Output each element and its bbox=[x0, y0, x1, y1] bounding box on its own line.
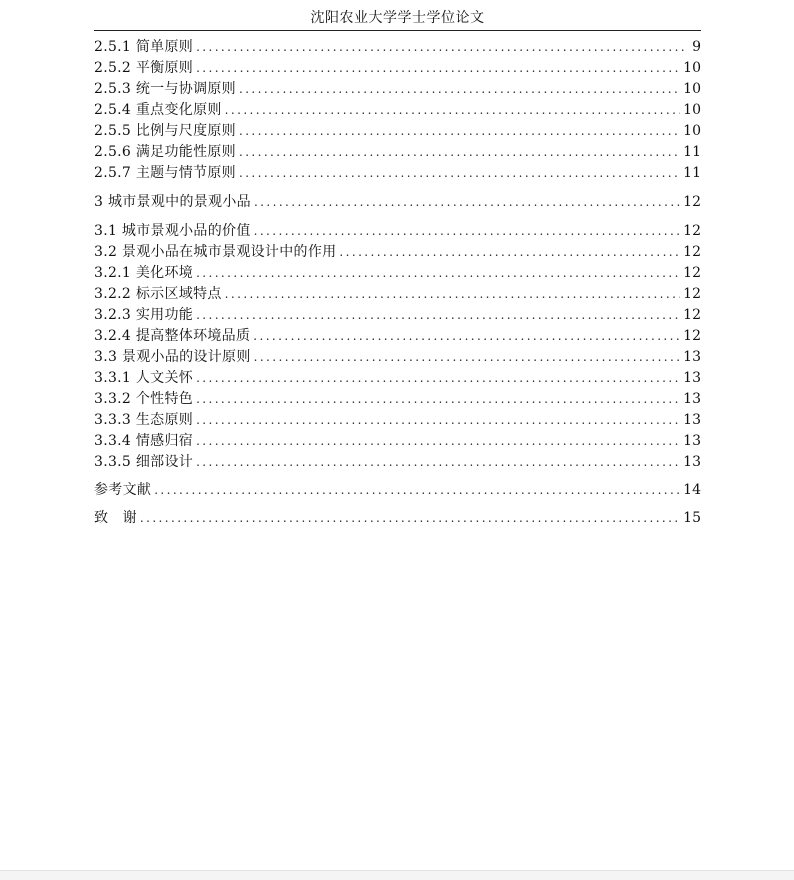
toc-entry-label: 2.5.3 统一与协调原则 bbox=[94, 81, 236, 97]
toc-entry-page: 10 bbox=[683, 81, 701, 97]
toc-entry-page: 10 bbox=[683, 123, 701, 139]
toc-entry-page: 12 bbox=[683, 265, 701, 281]
toc-entry[interactable] bbox=[94, 347, 701, 367]
toc-entry[interactable] bbox=[94, 326, 701, 346]
toc-entry-page: 14 bbox=[683, 482, 701, 498]
toc-entry-label: 2.5.5 比例与尺度原则 bbox=[94, 123, 236, 139]
toc-dot-leader bbox=[239, 79, 680, 99]
toc-entry-page: 12 bbox=[683, 194, 701, 210]
toc-entry[interactable] bbox=[94, 58, 701, 78]
page-header: 沈阳农业大学学士学位论文 bbox=[310, 10, 485, 26]
toc-dot-leader bbox=[196, 305, 680, 325]
toc-entry-label: 3 城市景观中的景观小品 bbox=[94, 194, 251, 210]
toc-entry-page: 13 bbox=[683, 433, 701, 449]
toc-entry[interactable] bbox=[94, 242, 701, 262]
toc-chapter-entry[interactable] bbox=[94, 192, 701, 212]
toc-entry-label: 3.2.3 实用功能 bbox=[94, 307, 194, 323]
toc-entry-references[interactable] bbox=[94, 480, 701, 500]
toc-entry-page: 11 bbox=[683, 165, 701, 181]
toc-entry-label: 3.3.1 人文关怀 bbox=[94, 370, 194, 386]
toc-dot-leader bbox=[239, 121, 680, 141]
toc-entry-label: 3.3.2 个性特色 bbox=[94, 391, 194, 407]
toc-entry-label: 3.2.1 美化环境 bbox=[94, 265, 194, 281]
toc-entry-label: 参考文献 bbox=[94, 482, 152, 498]
toc-entry-page: 10 bbox=[683, 102, 701, 118]
toc-entry[interactable] bbox=[94, 37, 701, 57]
toc-entry-label: 3.3.4 情感归宿 bbox=[94, 433, 194, 449]
toc-dot-leader bbox=[254, 347, 681, 367]
toc-dot-leader bbox=[254, 221, 681, 241]
toc-entry-page: 11 bbox=[683, 144, 701, 160]
toc-entry[interactable] bbox=[94, 410, 701, 430]
toc-entry[interactable] bbox=[94, 221, 701, 241]
header-divider bbox=[94, 30, 701, 31]
toc-entry-page: 12 bbox=[683, 286, 701, 302]
toc-entry-page: 13 bbox=[683, 370, 701, 386]
toc-entry-page: 10 bbox=[683, 60, 701, 76]
toc-entry[interactable] bbox=[94, 121, 701, 141]
toc-entry-label: 3.1 城市景观小品的价值 bbox=[94, 223, 251, 239]
toc-entry-page: 13 bbox=[683, 391, 701, 407]
toc-dot-leader bbox=[196, 389, 680, 409]
toc-entry-label: 3.2 景观小品在城市景观设计中的作用 bbox=[94, 244, 337, 260]
toc-dot-leader bbox=[225, 100, 681, 120]
toc-entry-label: 3.2.4 提高整体环境品质 bbox=[94, 328, 251, 344]
toc-dot-leader bbox=[140, 508, 680, 528]
toc-entry-label: 2.5.7 主题与情节原则 bbox=[94, 165, 236, 181]
toc-entry-label: 2.5.1 简单原则 bbox=[94, 39, 194, 55]
toc-entry-label: 2.5.6 满足功能性原则 bbox=[94, 144, 236, 160]
toc-entry-acknowledgements[interactable] bbox=[94, 508, 701, 528]
toc-dot-leader bbox=[154, 480, 680, 500]
toc-dot-leader bbox=[196, 431, 680, 451]
toc-dot-leader bbox=[253, 326, 680, 346]
toc-dot-leader bbox=[196, 37, 688, 57]
toc-entry[interactable] bbox=[94, 389, 701, 409]
toc-entry[interactable] bbox=[94, 142, 701, 162]
toc-dot-leader bbox=[196, 263, 680, 283]
toc-entry-page: 12 bbox=[683, 223, 701, 239]
toc-entry[interactable] bbox=[94, 452, 701, 472]
toc-dot-leader bbox=[196, 452, 680, 472]
toc-entry-label: 2.5.4 重点变化原则 bbox=[94, 102, 222, 118]
toc-entry-page: 12 bbox=[683, 244, 701, 260]
toc-entry-page: 13 bbox=[683, 349, 701, 365]
toc-entry-page: 13 bbox=[683, 454, 701, 470]
toc-entry[interactable] bbox=[94, 305, 701, 325]
toc-dot-leader bbox=[196, 58, 680, 78]
toc-dot-leader bbox=[196, 410, 680, 430]
toc-entry-page: 12 bbox=[683, 307, 701, 323]
toc-entry[interactable] bbox=[94, 431, 701, 451]
toc-entry-label: 3.3.3 生态原则 bbox=[94, 412, 194, 428]
toc-entry[interactable] bbox=[94, 368, 701, 388]
toc-entry[interactable] bbox=[94, 163, 701, 183]
toc-entry-page: 12 bbox=[683, 328, 701, 344]
toc-entry-page: 13 bbox=[683, 412, 701, 428]
toc-dot-leader bbox=[339, 242, 680, 262]
toc-dot-leader bbox=[225, 284, 681, 304]
toc-dot-leader bbox=[196, 368, 680, 388]
toc-entry-page: 15 bbox=[683, 510, 701, 526]
toc-entry-label: 3.3 景观小品的设计原则 bbox=[94, 349, 251, 365]
toc-entry-label: 2.5.2 平衡原则 bbox=[94, 60, 194, 76]
toc-entry[interactable] bbox=[94, 284, 701, 304]
toc-entry[interactable] bbox=[94, 263, 701, 283]
toc-dot-leader bbox=[239, 142, 680, 162]
toc-entry-label: 致 谢 bbox=[94, 510, 137, 526]
toc-entry-label: 3.2.2 标示区域特点 bbox=[94, 286, 222, 302]
toc-entry[interactable] bbox=[94, 79, 701, 99]
toc-dot-leader bbox=[254, 192, 680, 212]
toc-dot-leader bbox=[239, 163, 680, 183]
toc-entry-page: 9 bbox=[692, 39, 701, 55]
toc-entry[interactable] bbox=[94, 100, 701, 120]
toc-entry-label: 3.3.5 细部设计 bbox=[94, 454, 194, 470]
